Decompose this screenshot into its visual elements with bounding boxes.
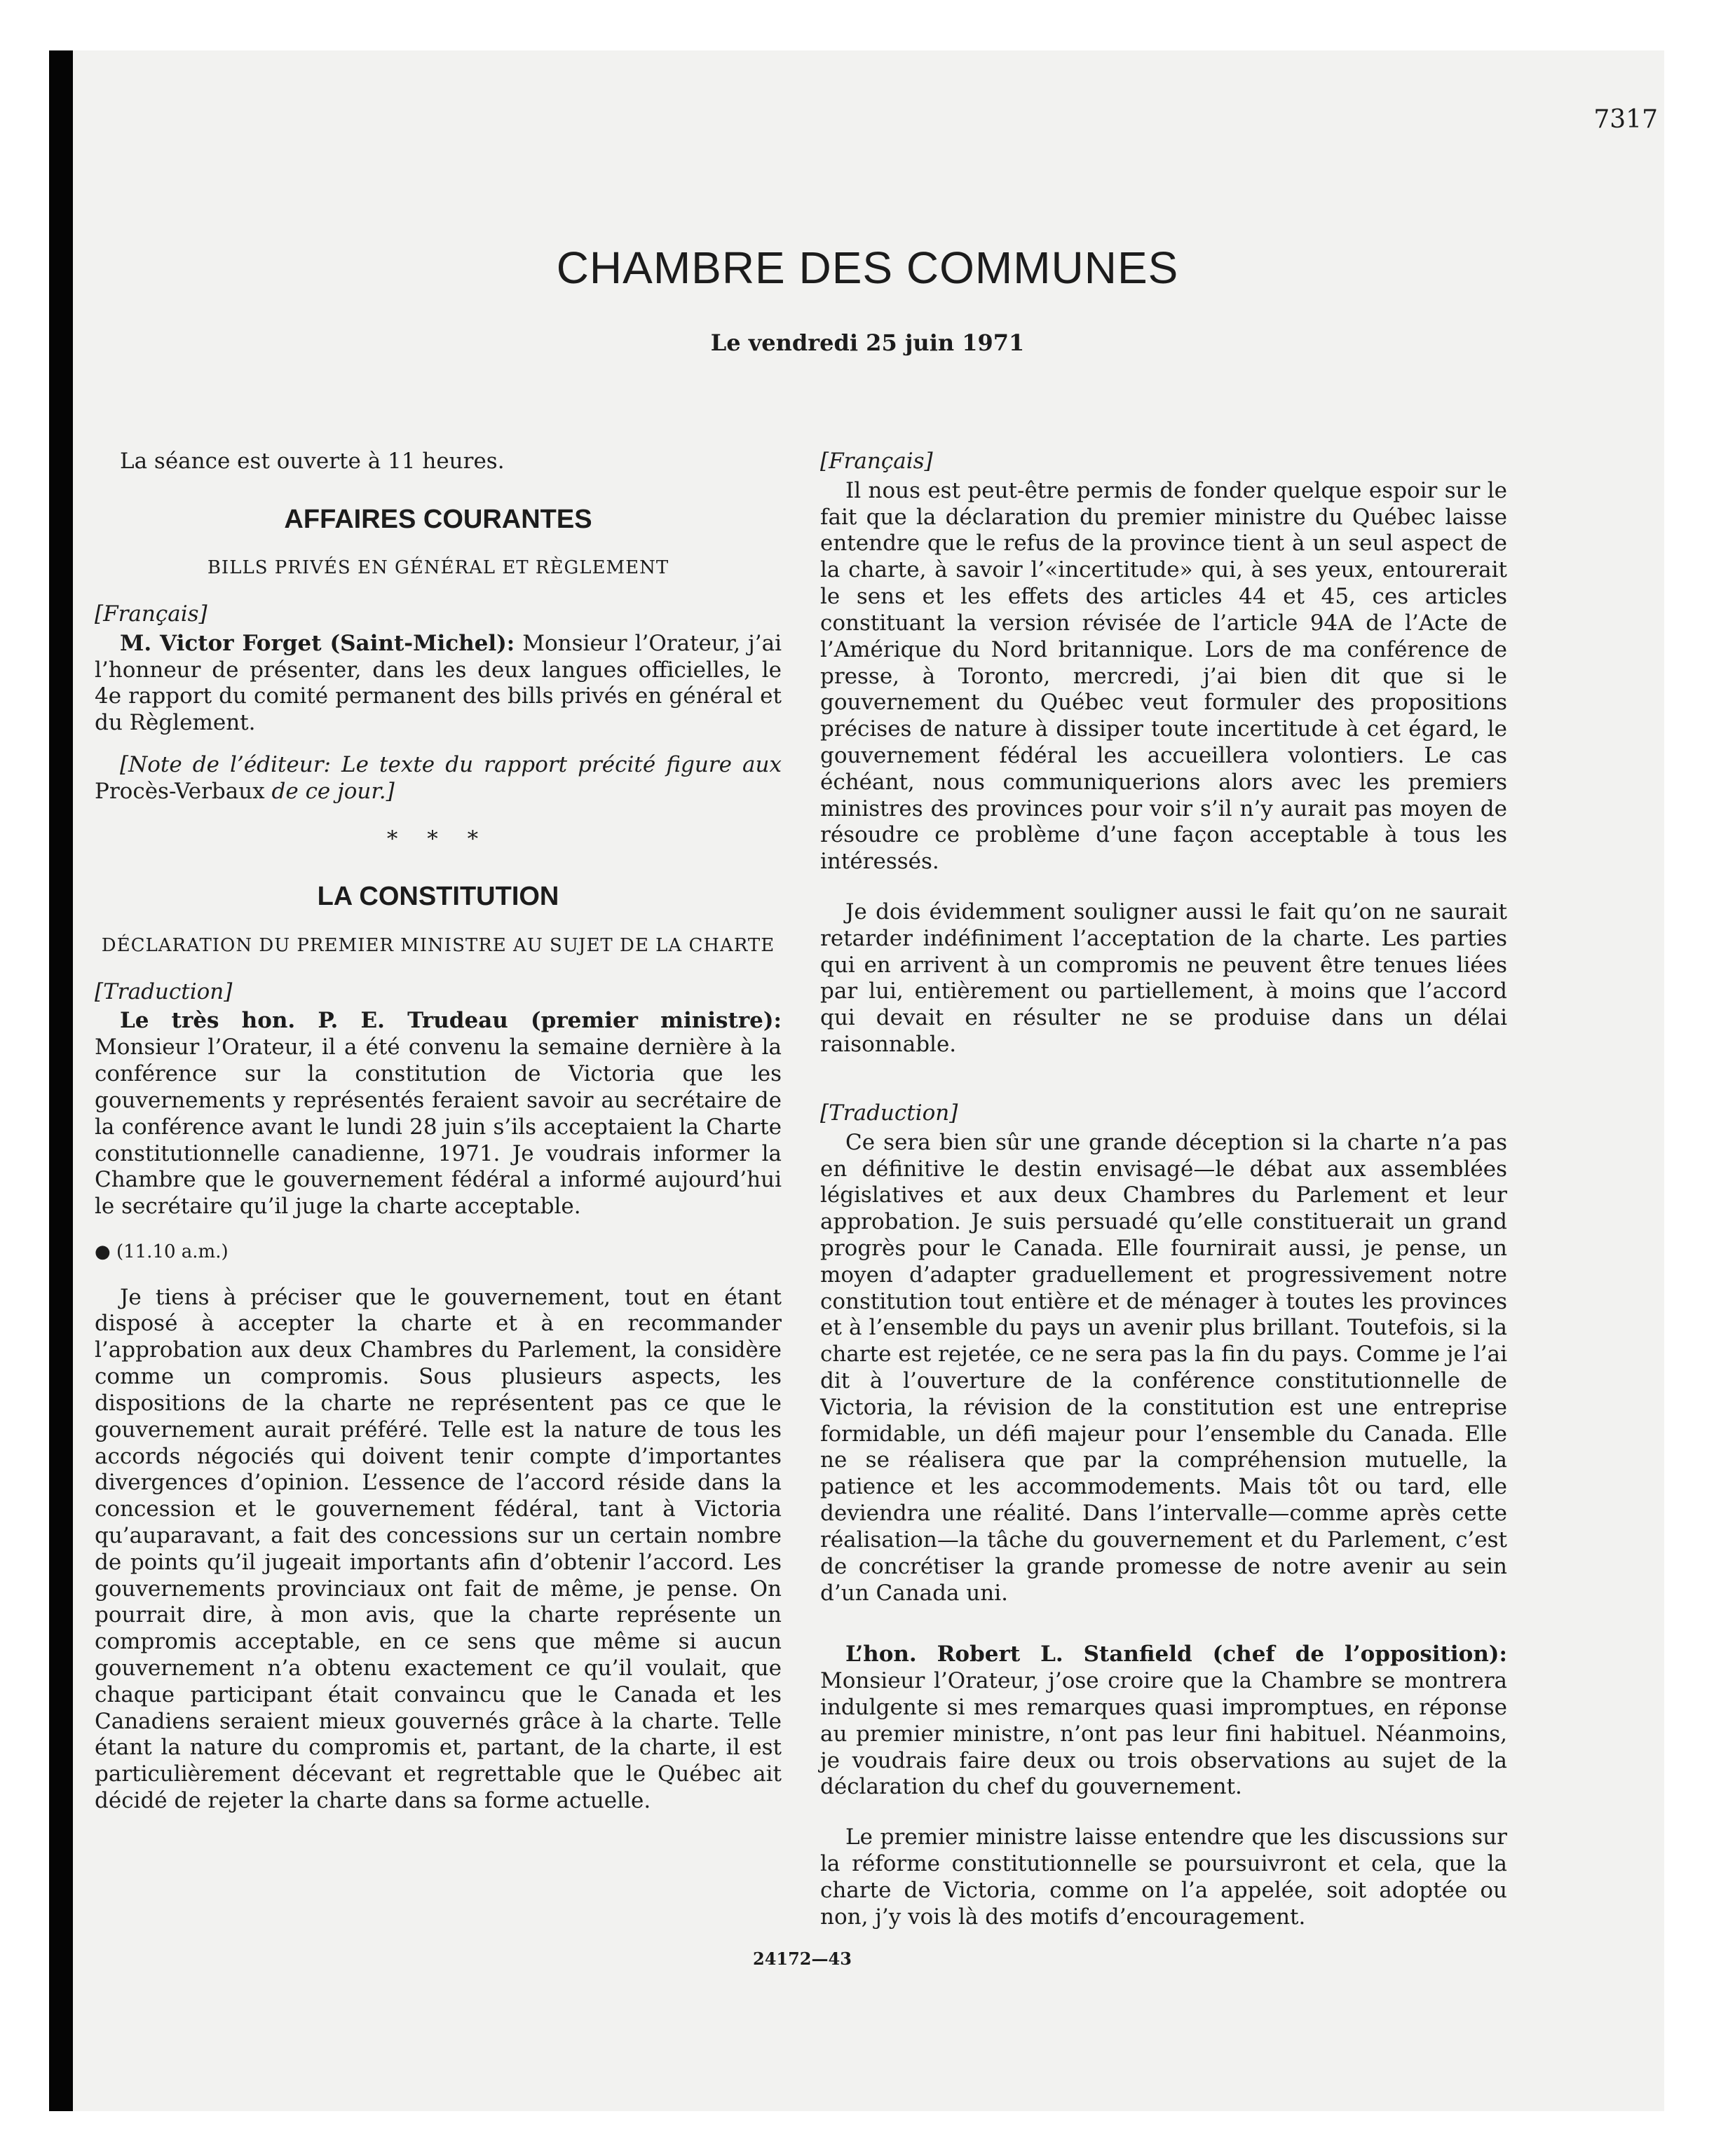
document-title: CHAMBRE DES COMMUNES [556,243,1179,293]
editor-note [95,752,782,805]
paragraph-premier-ministre: Le premier ministre laisse entendre que les discussions sur la réforme constitutionnelle se poursuivront et cela, que la charte de Victoria, comme on l’a appelée, soit adoptée ou non, j’y vois là des motifs d’encouragement. [820,1824,1507,1930]
paragraph-je-tiens: Je tiens à préciser que le gouvernement, tout en étant disposé à accepter la charte et à en recommander l’approbation aux deux Chambres du Parlement, la considère comme un compromis. Sous plusieurs aspects, les dispositions de la charte ne représentent pas ce que le gouvernement aurait préféré. Telle est la nature de tous les accords négociés qui doivent tenir compte d’importantes divergences d’opinion. L’essence de l’accord réside dans la concession et le gouvernement fédéral, tant à Victoria qu’auparavant, a fait des concessions sur un certain nombre de points qu’il jugeait importants afin d’obtenir l’accord. Les gouvernements provinciaux ont fait de même, je pense. On pourrait dire, à mon avis, que la charte représente un compromis acceptable, en ce sens que même si aucun gouvernement n’a obtenu exactement ce qu’il voulait, que chaque participant était convaincu que le Canada et les Canadiens seraient mieux gouvernés grâce à la charte. Telle étant la nature du compromis et, partant, de la charte, il est particulièrement décevant et regrettable que le Québec ait décidé de rejeter la charte dans sa forme actuelle. [95,1284,782,1814]
sitting-date: Le vendredi 25 juin 1971 [710,329,1025,356]
page-number: 7317 [1593,105,1658,134]
paragraph-espoir: Il nous est peut-être permis de fonder quelque espoir sur le fait que la déclaration du premier ministre du Québec laisse entendre que le refus de la province tient à un seul aspect de la charte, à savoir l’«incertitude» qui, à ses yeux, entourerait le sens et les effets des articles 44 et 45, ces articles constituant la version révisée de l’article 94A de l’Acte de l’Amérique du Nord britannique. Lors de ma conférence de presse, à Toronto, mercredi, j’ai bien dit que si le gouvernement du Québec veut formuler des propositions précises de nature à dissiper toute incertitude à cet égard, le gouvernement fédéral les accueillera volontiers. Le cas échéant, nous communiquerions alors avec les premiers ministres des provinces pour voir s’il n’y aurait pas moyen de résoudre ce problème d’une façon acceptable à tous les intéressés. [820,477,1507,875]
editor-note-a: [Note de l’éditeur: Le texte du rapport précité figure aux [120,752,782,778]
left-column [95,449,782,1830]
editor-note-c: de ce jour.] [264,778,395,804]
section-heading-affaires: AFFAIRES COURANTES [284,504,592,534]
stanfield-text: Monsieur l’Orateur, j’ose croire que la Chambre se montrera indulgente si mes remarques quasi impromptues, en réponse au premier ministre, n’ont pas leur fini habituel. Néanmoins, je voudrais faire deux ou trois observations au sujet de la déclaration du chef du gouvernement. [820,1668,1507,1800]
section-separator: * * * [386,826,490,852]
language-tag-traduction-right: [Traduction] [820,1100,958,1126]
scan-edge-bar [49,50,73,2111]
forget-paragraph [95,631,782,737]
language-tag-traduction: [Traduction] [95,978,233,1004]
speaker-trudeau: Le très hon. P. E. Trudeau (premier ministre): [120,1008,782,1034]
language-tag-francais: [Français] [95,601,207,627]
opening-line: La séance est ouverte à 11 heures. [120,449,505,474]
speaker-forget: M. Victor Forget (Saint-Michel): [120,630,515,656]
subheading-declaration: DÉCLARATION DU PREMIER MINISTRE AU SUJET DE LA CHARTE [101,934,775,956]
trudeau-text: Monsieur l’Orateur, il a été convenu la semaine dernière à la conférence sur la constitution de Victoria que les gouvernements y représentés feraient savoir au secrétaire de la conférence avant le lundi 28 juin s’ils acceptaient la Charte constitutionnelle canadienne, 1971. Je voudrais informer la Chambre que le gouvernement fédéral a informé aujourd’hui le secrétaire qu’il juge la charte acceptable. [95,1035,782,1220]
language-tag-francais-right: [Français] [820,449,933,474]
right-column [820,449,1507,1946]
stanfield-paragraph [820,1642,1507,1801]
subheading-bills: BILLS PRIVÉS EN GÉNÉRAL ET RÈGLEMENT [207,557,669,579]
paragraph-deception: Ce sera bien sûr une grande déception si la charte n’a pas en définitive le destin envisagé—le débat aux assemblées législatives et aux deux Chambres du Parlement et leur approbation. Je suis persuadé qu’elle constituerait un grand progrès pour le Canada. Elle fournirait aussi, je pense, un moyen d’adapter graduellement et progressivement notre constitution tout entière et de ménager à toutes les provinces et à l’ensemble du pays un avenir plus brillant. Toutefois, si la charte est rejetée, ce ne sera pas la fin du pays. Comme je l’ai dit à l’ouverture de la conférence constitutionnelle de Victoria, la révision de la constitution est une entreprise formidable, un défi majeur pour l’ensemble du Canada. Elle ne se réalisera que par la compréhension mutuelle, la patience et les accommodements. Mais tôt ou tard, elle deviendra une réalité. Dans l’intervalle—comme après cette réalisation—la tâche du gouvernement et du Parlement, c’est de concrétiser la grande promesse de notre avenir au sein d’un Canada uni. [820,1129,1507,1606]
paragraph-je-dois: Je dois évidemment souligner aussi le fait qu’on ne saurait retarder indéfiniment l’acceptation de la charte. Les parties qui en arrivent à un compromis ne peuvent être tenues liées par lui, entièrement ou partiellement, à moins que l’accord qui devait en résulter ne se produise dans un délai raisonnable. [820,899,1507,1058]
editor-note-b: Procès-Verbaux [95,778,265,804]
speaker-stanfield: L’hon. Robert L. Stanfield (chef de l’opposition): [845,1642,1507,1667]
footer-code: 24172—43 [753,1949,852,1969]
forget-text: Monsieur l’Orateur, j’ai l’honneur de présenter, dans les deux langues officielles, le 4e rapport du comité permanent des bills privés en général et du Règlement. [95,630,782,736]
section-heading-constitution: LA CONSTITUTION [317,882,559,912]
trudeau-paragraph [95,1008,782,1220]
time-marker: ● (11.10 a.m.) [95,1241,229,1262]
